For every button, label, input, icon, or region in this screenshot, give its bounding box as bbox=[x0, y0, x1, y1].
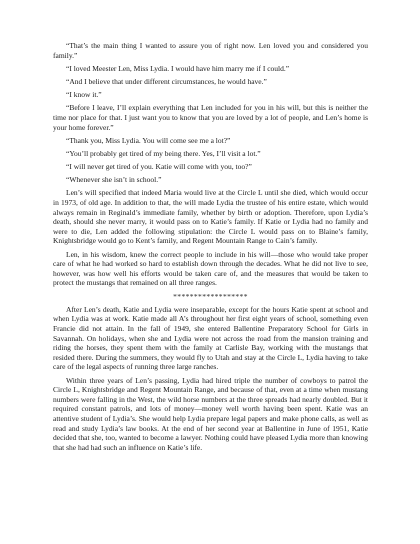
body-paragraph: Len, in his wisdom, knew the correct people to include in his will—those who would take proper care of what he had worked so hard to establish down through the decades. What he did not live to see, however, was how well his efforts would be taken care of, and the measures that would be taken to protect the mustangs that remained on all three ranges. bbox=[53, 249, 368, 288]
dialogue-paragraph: “Before I leave, I’ll explain everything that Len included for you in his will, but this is neither the time nor place for that. I just want you to know that you are loved by a lot of people, and Len’s home is your home forever.” bbox=[53, 103, 368, 132]
section-divider: ****************** bbox=[173, 291, 248, 301]
body-paragraph: Within three years of Len’s passing, Lydia had hired triple the number of cowboys to patrol the Circle L, Knightsbridge and Regent Mountain Range, and because of that, even at a time when mustang numbers were falling in the West, the wild horse numbers at the three spreads had nearly doubled. But it required constant patrols, and lots of money—money well worth having been spent. Katie was an attentive student of Lydia’s. She would help Lydia prepare legal papers and make phone calls, as well as read and study Lydia’s law books. At the end of her second year at Ballentine in June of 1951, Katie decided that she, too, wanted to become a lawyer. Nothing could have pleased Lydia more than knowing that she had had such an influence on Katie’s life. bbox=[53, 375, 368, 452]
dialogue-paragraph: “That’s the main thing I wanted to assure you of right now. Len loved you and considered you family.” bbox=[53, 41, 368, 60]
dialogue-paragraph: “Thank you, Miss Lydia. You will come see me a lot?” bbox=[66, 135, 231, 145]
dialogue-paragraph: “I will never get tired of you. Katie will come with you, too?” bbox=[66, 162, 252, 172]
dialogue-paragraph: “I know it.” bbox=[66, 90, 102, 100]
body-paragraph: After Len’s death, Katie and Lydia were inseparable, except for the hours Katie spent at school and when Lydia was at work. Katie made all A’s throughout her first eight years of school, something even Francie did not attain. In the fall of 1949, she entered Ballentine Preparatory School for Girls in Savannah. On holidays, when she and Lydia were not across the road from the mansion training and riding the horses, they spent them with the family at Carlisle Bay, working with the mustangs that resided there. During the summers, they would fly to Utah and stay at the Circle L, Lydia having to take care of the legal aspects of running three large ranches. bbox=[53, 304, 368, 372]
dialogue-paragraph: “I loved Meester Len, Miss Lydia. I would have him marry me if I could.” bbox=[66, 63, 290, 73]
dialogue-paragraph: “And I believe that under different circumstances, he would have.” bbox=[66, 76, 267, 86]
dialogue-paragraph: “Whenever she isn’t in school.” bbox=[66, 175, 162, 185]
body-paragraph: Len’s will specified that indeed Maria would live at the Circle L until she died, which would occur in 1973, of old age. In addition to that, the will made Lydia the trustee of his entire estate, which would always remain in Reginald’s immediate family, whether by birth or adoption. Therefore, upon Lydia’s death, should she never marry, it would pass on to Katie’s family. If Katie or Lydia had no family and were to die, Len added the following stipulation: the Circle L would pass on to Blaine’s family, Knightsbridge would go to Kent’s family, and Regent Mountain Range to Cain’s family. bbox=[53, 188, 368, 246]
dialogue-paragraph: “You’ll probably get tired of my being there. Yes, I’ll visit a lot.” bbox=[66, 148, 261, 158]
